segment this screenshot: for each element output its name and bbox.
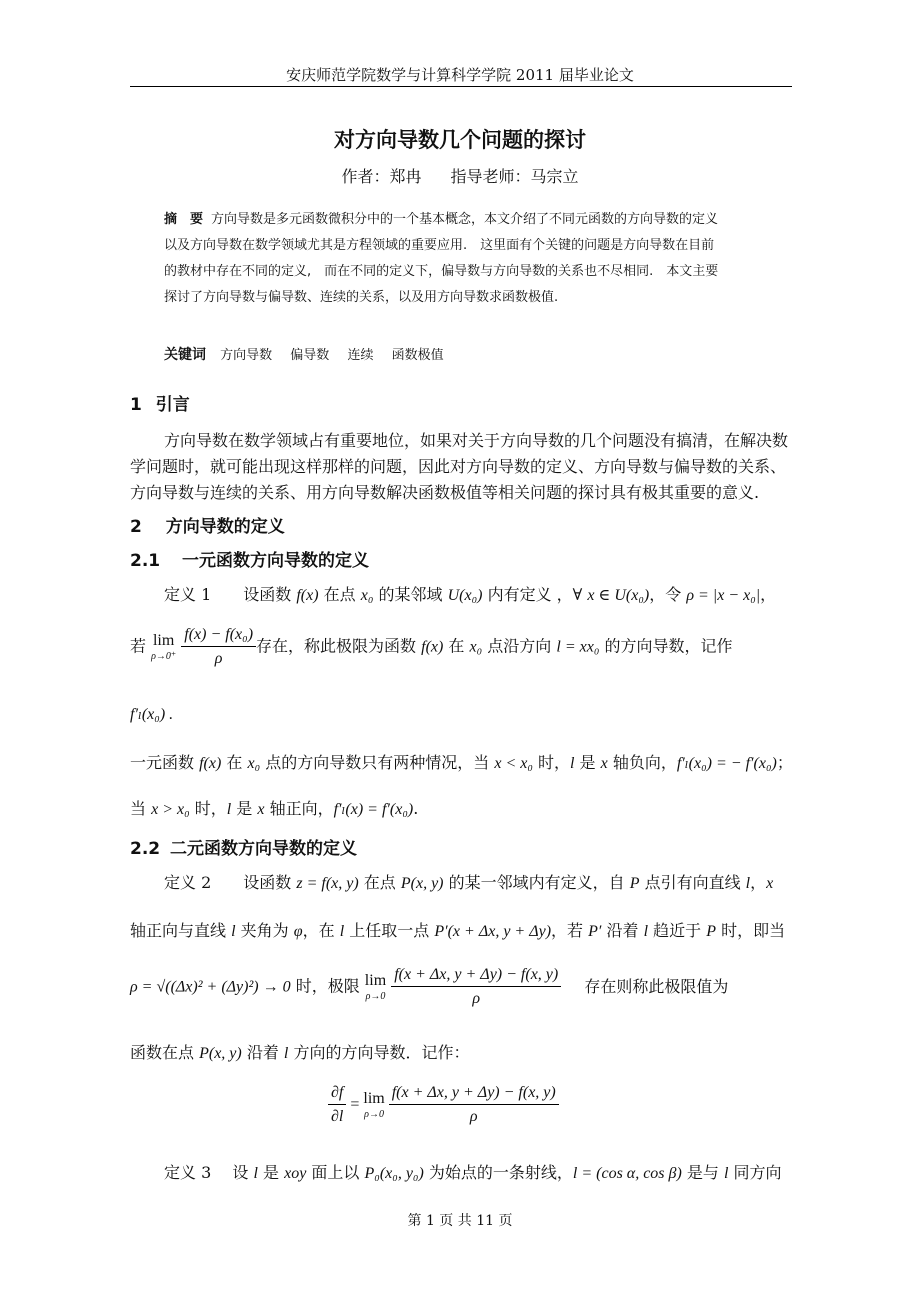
text: 方向的方向导数．记作：	[288, 1043, 470, 1062]
formula: U(x₀)	[447, 587, 483, 604]
section-2-1-heading	[130, 546, 369, 571]
fraction	[391, 966, 561, 1008]
denominator: ρ	[472, 990, 481, 1007]
text: 时，即当	[716, 921, 786, 940]
text: ，若	[551, 921, 589, 940]
section-2-2-heading	[130, 834, 357, 859]
header-divider	[130, 86, 792, 87]
text: 在	[443, 636, 470, 656]
formula: f(x)	[199, 755, 222, 772]
lim-subscript: ρ→0⁺	[151, 650, 177, 662]
intro-line-2: 学问题时，就可能出现这样那样的问题，因此对方向导数的定义、方向导数与偏导数的关系、	[130, 457, 787, 476]
def1-line-4	[130, 750, 793, 773]
text: 当	[130, 799, 152, 818]
running-header: 安庆师范学院数学与计算科学学院 2011 届毕业论文	[286, 66, 634, 84]
text: 上任取一点	[344, 921, 435, 940]
text: 沿着	[241, 1043, 284, 1062]
text: ，在	[302, 921, 340, 940]
text: 内有定义 ，∀	[482, 585, 588, 604]
page-footer: 第 1 页 共 11 页	[407, 1213, 513, 1229]
display-equation	[328, 1084, 559, 1126]
text: 定义 2 设函数	[164, 873, 297, 892]
text: 同方向	[728, 1163, 782, 1182]
author-line	[0, 164, 920, 187]
denominator: ρ	[214, 650, 223, 667]
text: 时，极限	[290, 976, 365, 996]
lim-word: lim	[364, 971, 387, 989]
formula: l	[231, 923, 236, 940]
formula: l = xx₀	[556, 638, 600, 656]
abstract-label: 摘 要	[164, 212, 204, 227]
text: 一元函数	[130, 753, 200, 772]
abstract-line-2: 以及方向导数在数学领域尤其是方程领域的重要应用. 这里面有个关键的问题是方向导数在目前	[164, 238, 715, 253]
text: 的方向导数，记作	[599, 636, 733, 656]
text: 点沿方向	[482, 636, 557, 656]
text: 定义 1 设函数	[164, 585, 297, 604]
advisor-name: 指导老师：马宗立	[450, 167, 579, 186]
formula: P	[706, 923, 717, 940]
abstract-line-4: 探讨了方向导数与偏导数、连续的关系，以及用方向导数求函数极值.	[164, 290, 559, 305]
def1-line-2	[130, 626, 732, 668]
numerator: f(x + Δx, y + Δy) − f(x, y)	[391, 966, 561, 987]
formula: l	[643, 923, 649, 940]
formula: f(x)	[421, 638, 444, 656]
section-title: 方向导数的定义	[165, 517, 285, 537]
section-1-heading	[130, 390, 190, 415]
formula: z = f(x, y)	[296, 875, 359, 892]
formula: x₀	[360, 587, 374, 604]
formula: xoy	[284, 1165, 307, 1182]
section-number: 2.2	[130, 839, 161, 859]
text: 若	[130, 636, 152, 656]
formula: P(x, y)	[400, 875, 444, 892]
text: 是与	[681, 1163, 725, 1182]
partial-fraction	[328, 1084, 346, 1126]
text: 的某一邻域内有定义，自	[443, 873, 630, 892]
formula: P(x, y)	[199, 1045, 242, 1062]
formula: P′(x + Δx, y + Δy)	[434, 923, 552, 940]
fraction	[389, 1084, 559, 1126]
formula: f(x)	[296, 587, 319, 604]
text: .	[413, 799, 419, 818]
lim-subscript: ρ→0	[364, 1108, 384, 1120]
numerator: f(x) − f(x₀)	[181, 626, 256, 647]
section-title: 一元函数方向导数的定义	[182, 551, 370, 571]
def2-line-3	[130, 966, 728, 1008]
numerator: ∂f	[328, 1084, 346, 1105]
formula: x	[257, 801, 265, 818]
formula: x > x₀	[151, 801, 190, 818]
section-title: 引言	[155, 395, 190, 415]
formula: x ∈ U(x₀)	[587, 587, 650, 604]
def2-line-4	[130, 1040, 469, 1063]
text: 轴正向，	[264, 799, 334, 818]
formula: ρ = |x − x₀|	[686, 587, 761, 604]
text: 定义 3 设	[164, 1163, 254, 1182]
text: 存在，称此极限为函数	[256, 636, 422, 656]
text: 在	[221, 753, 248, 772]
text: 夹角为	[235, 921, 294, 940]
intro-line-3: 方向导数与连续的关系、用方向导数解决函数极值等相关问题的探讨具有极其重要的意义.	[130, 483, 760, 502]
formula: l	[339, 923, 345, 940]
text: 的某邻域	[373, 585, 448, 604]
formula: l	[283, 1045, 289, 1062]
section-2-heading	[130, 512, 285, 537]
denominator: ∂l	[331, 1108, 344, 1125]
limit-operator	[151, 633, 176, 662]
text: 点的方向导数只有两种情况，当	[260, 753, 495, 772]
formula: x₀	[469, 638, 483, 656]
denominator: ρ	[469, 1108, 478, 1125]
paper-title: 对方向导数几个问题的探讨	[334, 128, 586, 152]
section-number: 2.1	[130, 551, 161, 571]
text: 函数在点	[130, 1043, 200, 1062]
text: 时，	[532, 753, 570, 772]
equals-sign: =	[350, 1096, 360, 1113]
text: ；	[776, 753, 793, 772]
formula: P′	[588, 923, 602, 940]
abstract-line-3: 的教材中存在不同的定义, 而在不同的定义下，偏导数与方向导数的关系也不尽相同. 本文主要	[164, 264, 719, 279]
def3-line-1	[164, 1160, 782, 1183]
section-number: 1	[130, 395, 142, 415]
def2-line-2	[130, 918, 785, 941]
author-name: 作者：郑冉	[341, 167, 422, 186]
formula: x < x₀	[494, 755, 533, 772]
formula: x₀	[247, 755, 261, 772]
text: 是	[257, 1163, 285, 1182]
def1-line-1	[164, 582, 776, 605]
text: ，	[750, 873, 767, 892]
formula: l	[745, 875, 751, 892]
text: 在点	[318, 585, 361, 604]
text: 在点	[358, 873, 401, 892]
numerator: f(x + Δx, y + Δy) − f(x, y)	[389, 1084, 559, 1105]
intro-line-1: 方向导数在数学领域占有重要地位，如果对关于方向导数的几个问题没有搞清，在解决数	[164, 431, 789, 450]
text: 存在则称此极限值为	[584, 976, 729, 996]
formula: f′ₗ(x₀) = − f′(x₀)	[676, 755, 777, 772]
text: ，令	[649, 585, 687, 604]
formula: ρ = √((Δx)² + (Δy)²) → 0	[130, 978, 291, 996]
abstract-line-1	[164, 208, 718, 227]
limit-operator	[363, 1091, 384, 1120]
abstract-text-1: 方向导数是多元函数微积分中的一个基本概念，本文介绍了不同元函数的方向导数的定义	[211, 212, 719, 227]
text: 面上以	[306, 1163, 365, 1182]
lim-word: lim	[363, 1089, 385, 1107]
section-number: 2	[130, 517, 142, 537]
text: 为始点的一条射线，	[423, 1163, 573, 1182]
lim-word: lim	[152, 631, 175, 649]
formula: l	[724, 1165, 729, 1182]
def1-line-5	[130, 796, 418, 819]
keyword-item: 偏导数	[290, 348, 330, 363]
limit-operator	[365, 973, 386, 1002]
keyword-item: 方向导数	[220, 348, 273, 363]
keyword-item: 连续	[347, 348, 374, 363]
text: 是	[574, 753, 601, 772]
formula: l	[570, 755, 575, 772]
lim-subscript: ρ→0	[365, 990, 386, 1002]
formula: l	[253, 1165, 258, 1182]
keywords	[164, 344, 458, 364]
formula: l = (cos α, cos β)	[572, 1165, 682, 1182]
text: ，	[760, 585, 777, 604]
formula: x	[600, 755, 608, 772]
def2-line-1	[164, 870, 773, 893]
formula: φ	[293, 923, 303, 940]
formula: f′ₗ(x) = f′(x₀)	[333, 801, 414, 818]
keywords-label: 关键词	[164, 347, 206, 363]
text: 轴负向，	[607, 753, 677, 772]
def1-notation: f′ₗ(x₀) .	[130, 706, 174, 723]
formula: P₀(x₀, y₀)	[364, 1165, 424, 1182]
text: 是	[231, 799, 258, 818]
formula: P	[629, 875, 640, 892]
fraction	[181, 626, 256, 668]
section-title: 二元函数方向导数的定义	[170, 839, 358, 859]
text: 沿着	[601, 921, 644, 940]
formula: x	[766, 875, 774, 892]
text: 点引有向直线	[639, 873, 746, 892]
formula: l	[226, 801, 232, 818]
text: 时，	[189, 799, 227, 818]
text: 轴正向与直线	[130, 921, 232, 940]
text: 趋近于	[648, 921, 707, 940]
keyword-item: 函数极值	[391, 348, 444, 363]
